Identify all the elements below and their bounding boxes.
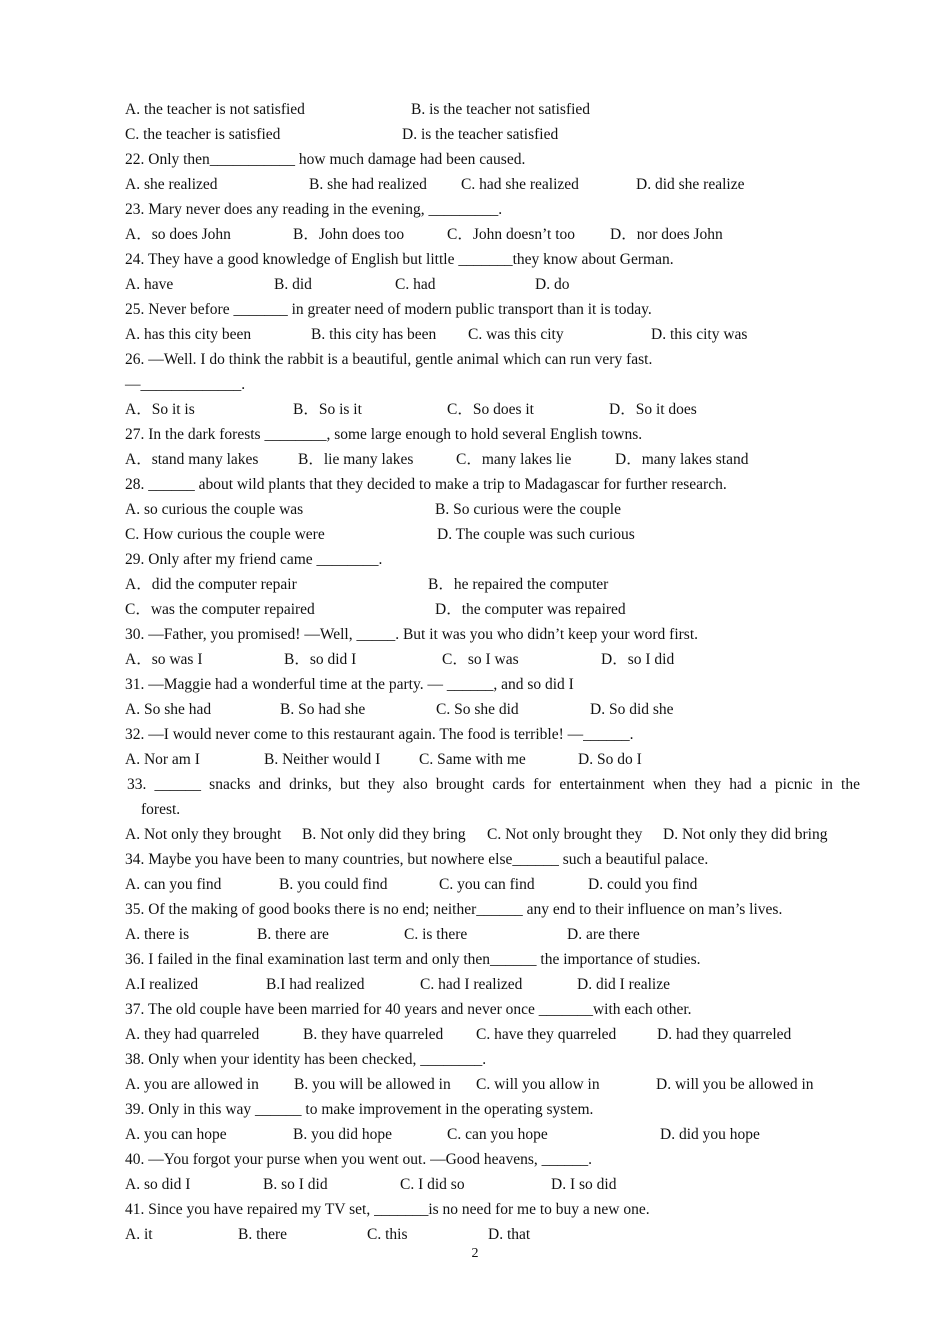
question-39: 39. Only in this way ______ to make improvement in the operating system.: [125, 1101, 594, 1118]
option-c: C．so I was: [442, 651, 519, 668]
option-b: B. is the teacher not satisfied: [411, 101, 591, 118]
option-b: B．lie many lakes: [298, 451, 414, 468]
option-d: D. are there: [567, 926, 640, 943]
option-c: C．many lakes lie: [456, 451, 572, 468]
option-b: B.I had realized: [266, 976, 365, 993]
option-c: C. have they quarreled: [476, 1026, 617, 1043]
option-d: D. could you find: [588, 876, 698, 893]
option-a: A. so did I: [125, 1176, 191, 1193]
option-c: C. can you hope: [447, 1126, 548, 1143]
question-41: 41. Since you have repaired my TV set, _______is no need for me to buy a new one.: [125, 1201, 650, 1218]
question-27: 27. In the dark forests ________, some large enough to hold several English towns.: [125, 426, 643, 443]
option-a: A. there is: [125, 926, 190, 943]
option-d: D. So do I: [578, 751, 642, 768]
option-b: B. you could find: [279, 876, 388, 893]
option-b: B. you will be allowed in: [294, 1076, 451, 1093]
option-a: A．so does John: [125, 226, 231, 243]
option-d: D．so I did: [601, 651, 675, 668]
question-26-response: —_____________.: [125, 376, 246, 393]
option-d: D. did you hope: [660, 1126, 760, 1143]
option-b: B. so I did: [263, 1176, 328, 1193]
option-a: A.I realized: [125, 976, 199, 993]
option-d: D. So did she: [590, 701, 674, 718]
option-a: A. Nor am I: [125, 751, 200, 768]
option-a: A. can you find: [125, 876, 222, 893]
option-a: A. they had quarreled: [125, 1026, 260, 1043]
option-b: B. she had realized: [309, 176, 427, 193]
option-a: A. has this city been: [125, 326, 252, 343]
question-38: 38. Only when your identity has been checked, ________.: [125, 1051, 487, 1068]
question-31: 31. ―Maggie had a wonderful time at the party. ― ______, and so did I: [125, 676, 574, 693]
option-b: B. they have quarreled: [303, 1026, 444, 1043]
question-33: 33. ______ snacks and drinks, but they also brought cards for entertainment when they had a picnic in the: [127, 776, 860, 793]
option-a: A. the teacher is not satisfied: [125, 101, 305, 118]
question-22: 22. Only then___________ how much damage had been caused.: [125, 151, 526, 168]
option-d: D. did I realize: [577, 976, 670, 993]
option-a: A. you can hope: [125, 1126, 227, 1143]
option-a: A. so curious the couple was: [125, 501, 304, 518]
option-a: A．so was I: [125, 651, 203, 668]
option-c: C. this: [367, 1226, 408, 1243]
option-b: B．So is it: [293, 401, 362, 418]
option-d: D. Not only they did bring: [663, 826, 828, 843]
option-d: D. I so did: [551, 1176, 617, 1193]
option-c: C. is there: [404, 926, 468, 943]
option-c: C. So she did: [436, 701, 519, 718]
question-33-continued: forest.: [141, 801, 181, 818]
option-d: D．nor does John: [610, 226, 723, 243]
option-c: C. Same with me: [419, 751, 526, 768]
option-b: B. this city has been: [311, 326, 437, 343]
question-29: 29. Only after my friend came ________.: [125, 551, 383, 568]
option-d: D. The couple was such curious: [437, 526, 635, 543]
question-35: 35. Of the making of good books there is no end; neither______ any end to their influence on man’s lives.: [125, 901, 783, 918]
option-c: C. Not only brought they: [487, 826, 643, 843]
option-d: D．So it does: [609, 401, 697, 418]
option-b: B. So had she: [280, 701, 366, 718]
option-d: D．the computer was repaired: [435, 601, 626, 618]
option-a: A. So she had: [125, 701, 212, 718]
option-b: B．John does too: [293, 226, 405, 243]
option-c: C. had I realized: [420, 976, 523, 993]
option-b: B. did: [274, 276, 312, 293]
option-b: B. there: [238, 1226, 288, 1243]
question-32: 32. ―I would never come to this restaurant again. The food is terrible! ―______.: [125, 726, 634, 743]
option-b: B. you did hope: [293, 1126, 393, 1143]
question-28: 28. ______ about wild plants that they decided to make a trip to Madagascar for further research.: [125, 476, 727, 493]
question-36: 36. I failed in the final examination last term and only then______ the importance of studies.: [125, 951, 701, 968]
option-d: D. did she realize: [636, 176, 745, 193]
option-b: B. Not only did they bring: [302, 826, 466, 843]
option-d: D. had they quarreled: [657, 1026, 792, 1043]
option-a: A. it: [125, 1226, 153, 1243]
option-c: C. will you allow in: [476, 1076, 600, 1093]
question-40: 40. —You forgot your purse when you went out. —Good heavens, ______.: [125, 1151, 592, 1168]
option-a: A．So it is: [125, 401, 195, 418]
question-25: 25. Never before _______ in greater need of modern public transport than it is today.: [125, 301, 652, 318]
option-c: C．So does it: [447, 401, 534, 418]
option-a: A．did the computer repair: [125, 576, 297, 593]
option-d: D. this city was: [651, 326, 748, 343]
option-d: D. that: [488, 1226, 531, 1243]
option-c: C. How curious the couple were: [125, 526, 325, 543]
option-b: B．so did I: [284, 651, 357, 668]
option-c: C．John doesn’t too: [447, 226, 576, 243]
option-b: B. there are: [257, 926, 329, 943]
option-c: C．was the computer repaired: [125, 601, 315, 618]
question-37: 37. The old couple have been married for 40 years and never once _______with each other.: [125, 1001, 692, 1018]
option-a: A. have: [125, 276, 174, 293]
option-a: A. she realized: [125, 176, 218, 193]
question-34: 34. Maybe you have been to many countries, but nowhere else______ such a beautiful palace.: [125, 851, 709, 868]
option-d: D. is the teacher satisfied: [402, 126, 559, 143]
option-b: B. Neither would I: [264, 751, 381, 768]
option-c: C. was this city: [468, 326, 564, 343]
question-24: 24. They have a good knowledge of English but little _______they know about German.: [125, 251, 674, 268]
question-30: 30. —Father, you promised! —Well, _____. But it was you who didn’t keep your word first.: [125, 626, 699, 643]
page-number: 2: [471, 1246, 479, 1261]
option-a: A. Not only they brought: [125, 826, 282, 843]
option-b: B. So curious were the couple: [435, 501, 621, 518]
option-a: A．stand many lakes: [125, 451, 259, 468]
option-d: D. will you be allowed in: [656, 1076, 814, 1093]
option-b: B．he repaired the computer: [428, 576, 609, 593]
option-c: C. the teacher is satisfied: [125, 126, 281, 143]
question-26: 26. —Well. I do think the rabbit is a beautiful, gentle animal which can run very fast.: [125, 351, 653, 368]
option-a: A. you are allowed in: [125, 1076, 259, 1093]
option-d: D．many lakes stand: [615, 451, 749, 468]
option-c: C. had: [395, 276, 436, 293]
option-d: D. do: [535, 276, 570, 293]
option-c: C. I did so: [400, 1176, 465, 1193]
option-c: C. had she realized: [461, 176, 579, 193]
option-c: C. you can find: [439, 876, 535, 893]
question-23: 23. Mary never does any reading in the evening, _________.: [125, 201, 503, 218]
